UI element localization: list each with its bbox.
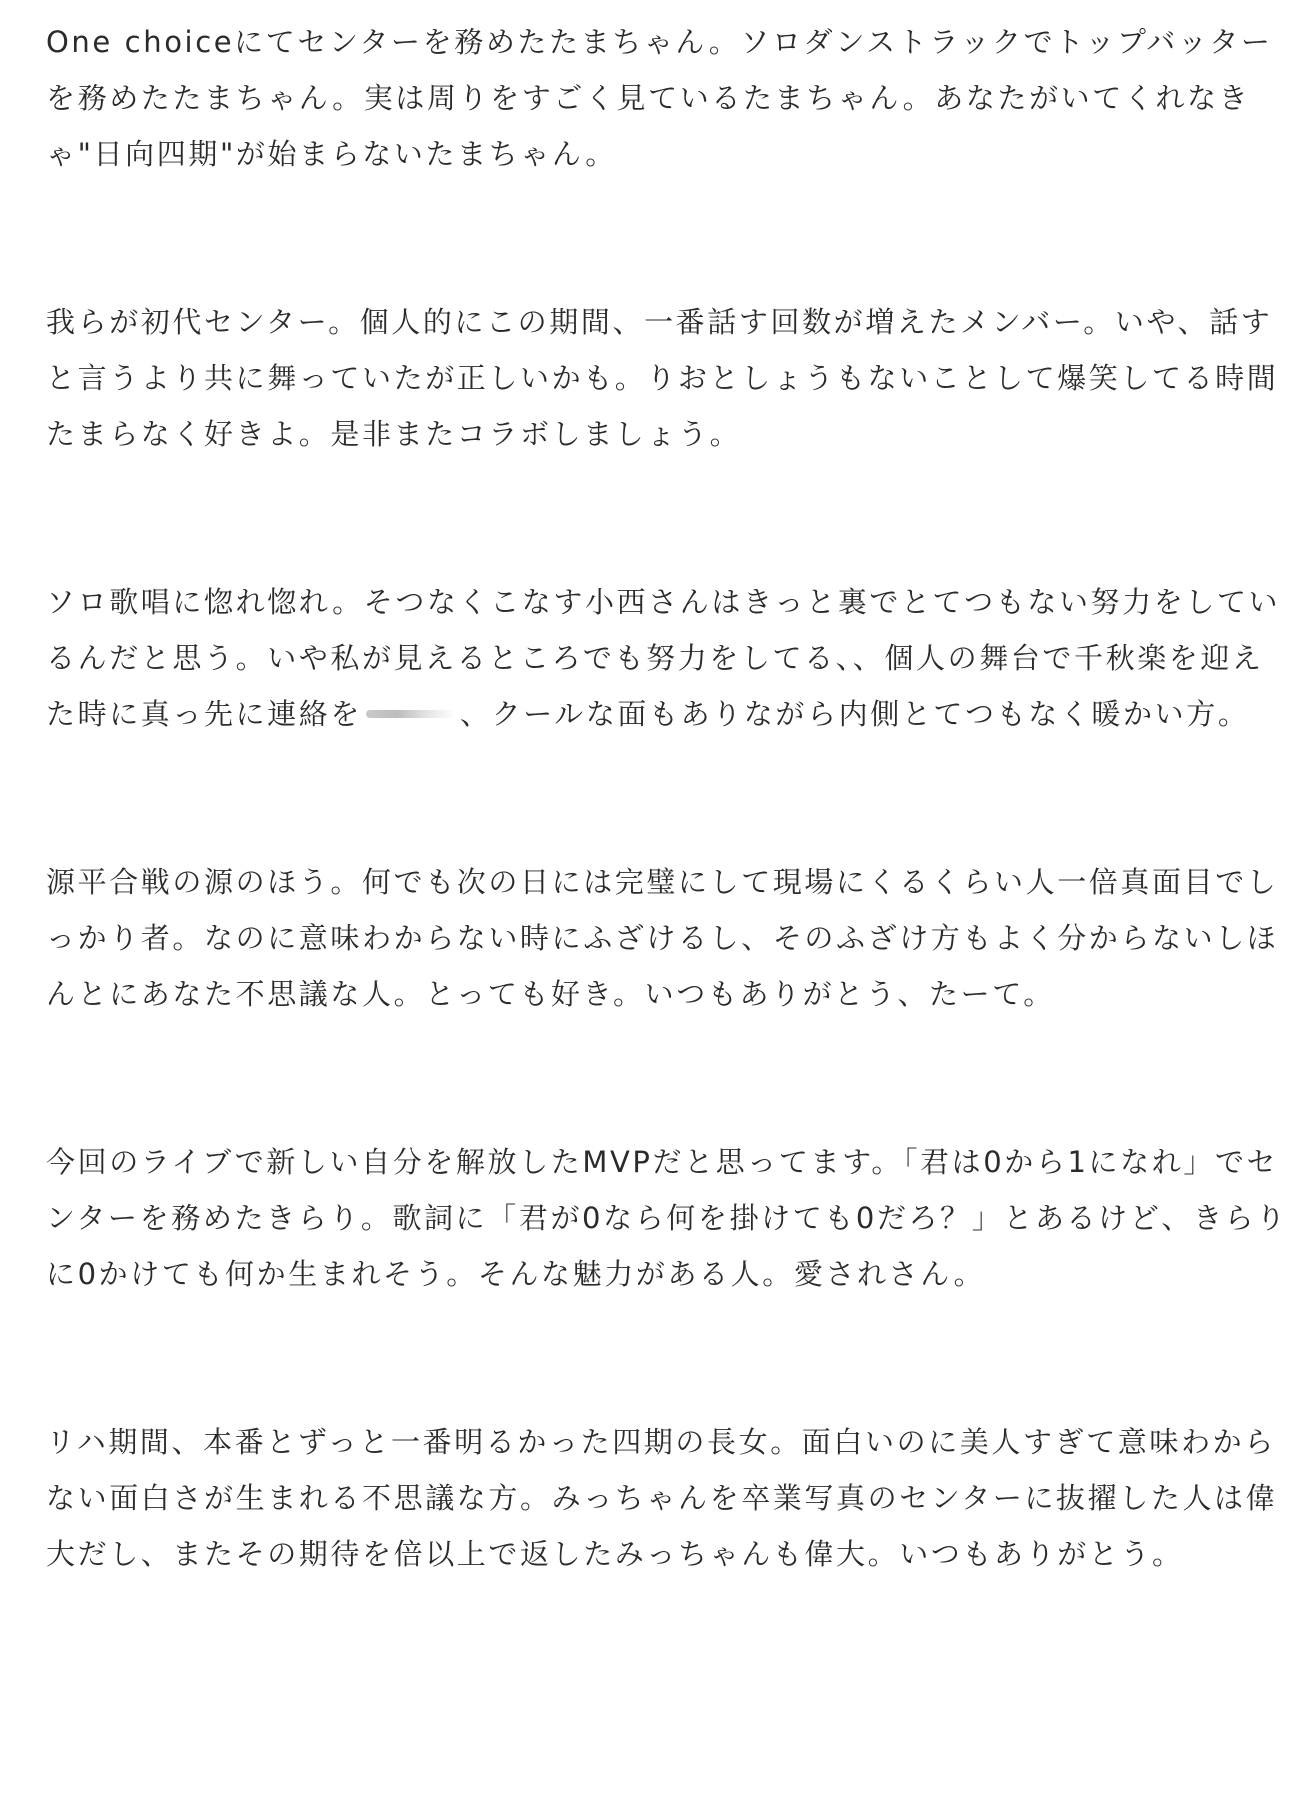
- paragraph-3-text-before: ソロ歌唱に惚れ惚れ。そつなくこなす小西さんはきっと裏でとてつもない努力をしているんだと思う。いや私が見えるところでも努力をしてる、、個人の舞台で千秋楽を迎えた時に真っ先に連絡を: [46, 585, 1281, 731]
- paragraph-3-text-after: 、クールな面もありながら内側とてつもなく暖かい方。: [460, 697, 1250, 731]
- article-body: [46, 14, 1291, 1582]
- paragraph-6: リハ期間、本番とずっと一番明るかった四期の長女。面白いのに美人すぎて意味わからない面白さが生まれる不思議な方。みっちゃんを卒業写真のセンターに抜擢した人は偉大だし、またその期待を倍以上で返したみっちゃんも偉大。いつもありがとう。: [46, 1425, 1278, 1571]
- paragraph-1: One choiceにてセンターを務めたたまちゃん。ソロダンストラックでトップバッターを務めたたまちゃん。実は周りをすごく見ているたまちゃん。あなたがいてくれなきゃ"日向四期"が始まらないたまちゃん。: [46, 25, 1273, 171]
- paragraph-4: 源平合戦の源のほう。何でも次の日には完璧にして現場にくるくらい人一倍真面目でしっかり者。なのに意味わからない時にふざけるし、そのふざけ方もよく分からないしほんとにあなた不思議な人。とっても好き。いつもありがとう、たーて。: [46, 865, 1279, 1011]
- paragraph-2: 我らが初代センター。個人的にこの期間、一番話す回数が増えたメンバー。いや、話すと言うより共に舞っていたが正しいかも。りおとしょうもないことして爆笑してる時間たまらなく好きよ。是非またコラボしましょう。: [46, 305, 1279, 451]
- redacted-text-bar: [366, 710, 456, 718]
- paragraph-3: [46, 574, 1291, 742]
- paragraph-5: 今回のライブで新しい自分を解放したMVPだと思ってます。「君は0から1になれ」でセンターを務めたきらり。歌詞に「君が0なら何を掛けても0だろ？」とあるけど、きらりに0かけても何か生まれそう。そんな魅力がある人。愛されさん。: [46, 1145, 1288, 1291]
